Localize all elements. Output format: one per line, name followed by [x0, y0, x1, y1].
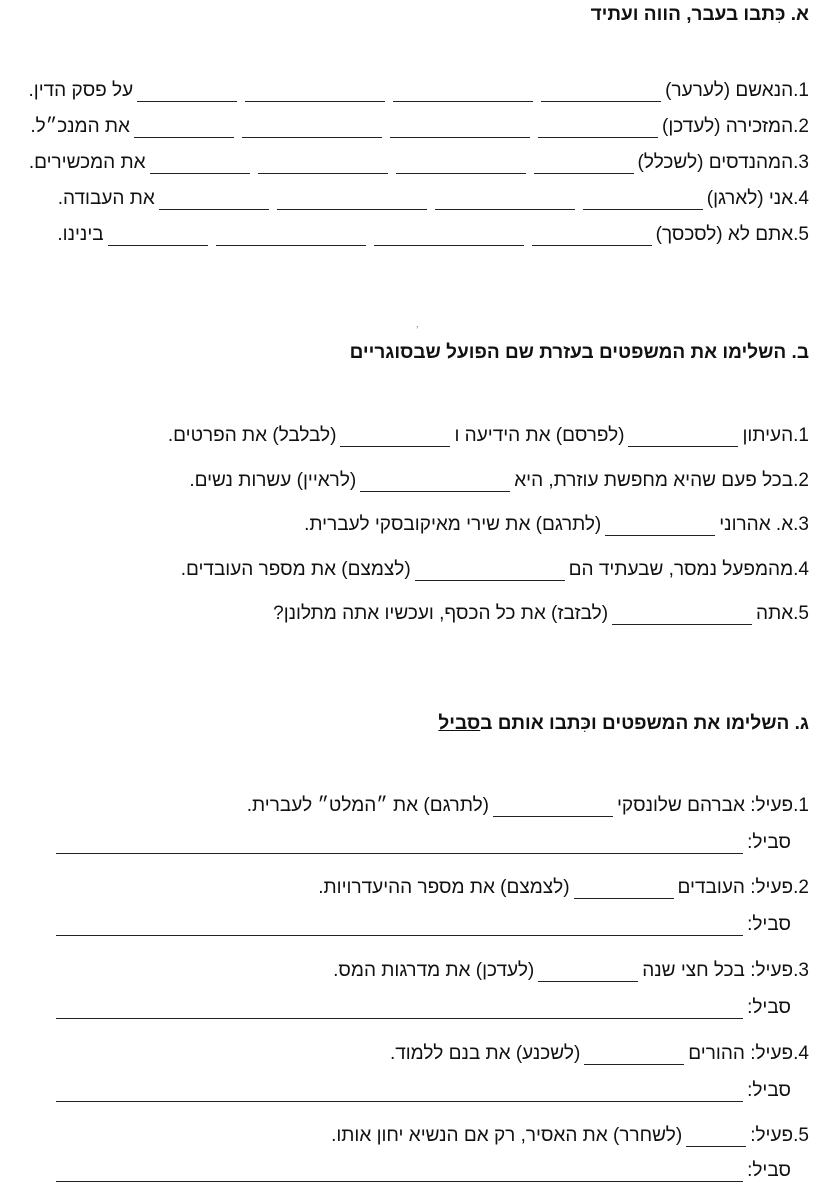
section-a-item-4: 4. אני (לארגן) את העבודה.	[57, 188, 809, 209]
scan-speck: ,	[416, 318, 419, 330]
blank-field[interactable]	[340, 428, 450, 447]
blank-field[interactable]	[538, 119, 658, 138]
blank-field[interactable]	[134, 119, 234, 138]
blank-field[interactable]	[493, 798, 613, 817]
passive-answer-line[interactable]	[56, 1163, 743, 1182]
blank-field[interactable]	[150, 155, 250, 174]
section-c-item-2-active: 2. פעיל: העובדים (לצמצם) את מספר ההיעדרויות.	[318, 877, 809, 898]
section-b-item-4: 4. מהמפעל נמסר, שבעתיד הם (לצמצם) את מספר העובדים.	[180, 559, 809, 580]
blank-field[interactable]	[574, 880, 674, 899]
section-b-item-2: 2. בכל פעם שהיא מחפשת עוזרת, היא (לראיין) עשרות נשים.	[189, 470, 809, 491]
blank-field[interactable]	[605, 517, 715, 536]
section-c-title: ג. השלימו את המשפטים וכִּתבו אותם בסביל	[438, 713, 809, 734]
blank-field[interactable]	[258, 155, 388, 174]
blank-field[interactable]	[393, 83, 533, 102]
section-a-title: א. כִּתבו בעבר, הווה ועתיד	[590, 4, 809, 25]
blank-field[interactable]	[374, 227, 524, 246]
passive-answer-line[interactable]	[56, 1000, 743, 1019]
blank-field[interactable]	[360, 473, 510, 492]
blank-field[interactable]	[415, 562, 565, 581]
section-b-item-1: 1. העיתון (לפרסם) את הידיעה ו (לבלבל) את הפרטים.	[167, 425, 809, 446]
section-b-title: ב. השלימו את המשפטים בעזרת שם הפועל שבסוגריים	[349, 342, 809, 363]
passive-answer-line[interactable]	[56, 835, 743, 854]
section-b-item-3: 3. א. אהרוני (לתרגם) את שירי מאיקובסקי לעברית.	[304, 514, 809, 535]
blank-field[interactable]	[612, 606, 752, 625]
blank-field[interactable]	[686, 1128, 746, 1147]
section-a-item-1: 1. הנאשם (לערער) על פסק הדין.	[28, 80, 809, 101]
blank-field[interactable]	[538, 963, 638, 982]
blank-field[interactable]	[534, 155, 634, 174]
blank-field[interactable]	[242, 119, 382, 138]
blank-field[interactable]	[137, 83, 237, 102]
blank-field[interactable]	[245, 83, 385, 102]
blank-field[interactable]	[435, 191, 575, 210]
blank-field[interactable]	[583, 191, 703, 210]
blank-field[interactable]	[541, 83, 661, 102]
passive-answer-line[interactable]	[56, 917, 743, 936]
section-c-item-4-active: 4. פעיל: ההורים (לשכנע) את בנם ללמוד.	[389, 1043, 809, 1064]
blank-field[interactable]	[532, 227, 652, 246]
section-c-item-3-passive: סביל:	[56, 997, 809, 1019]
section-a-item-3: 3. המהנדסים (לשכלל) את המכשירים.	[28, 152, 809, 173]
section-c-item-5-active: 5. פעיל: (לשחרר) את האסיר, רק אם הנשיא יחון אותו.	[331, 1125, 809, 1146]
blank-field[interactable]	[108, 227, 208, 246]
section-c-item-2-passive: סביל:	[56, 914, 809, 936]
blank-field[interactable]	[584, 1046, 684, 1065]
section-c-item-1-passive: סביל:	[56, 832, 809, 854]
passive-answer-line[interactable]	[56, 1083, 743, 1102]
section-c-item-5-passive: סביל:	[56, 1160, 809, 1182]
blank-field[interactable]	[216, 227, 366, 246]
section-b-item-5: 5. אתה (לבזבז) את כל הכסף, ועכשיו אתה מתלונן?	[273, 603, 809, 624]
blank-field[interactable]	[277, 191, 427, 210]
section-c-item-1-active: 1. פעיל: אברהם שלונסקי (לתרגם) את ״המלט״ לעברית.	[246, 795, 809, 816]
section-c-item-3-active: 3. פעיל: בכל חצי שנה (לעדכן) את מדרגות המס.	[333, 960, 809, 981]
section-a-item-5: 5. אתם לא (לסכסך) בינינו.	[57, 224, 809, 245]
blank-field[interactable]	[390, 119, 530, 138]
blank-field[interactable]	[628, 428, 738, 447]
blank-field[interactable]	[396, 155, 526, 174]
section-a-item-2: 2. המזכירה (לעדכן) את המנכ״ל.	[30, 116, 809, 137]
section-c-item-4-passive: סביל:	[56, 1080, 809, 1102]
blank-field[interactable]	[159, 191, 269, 210]
